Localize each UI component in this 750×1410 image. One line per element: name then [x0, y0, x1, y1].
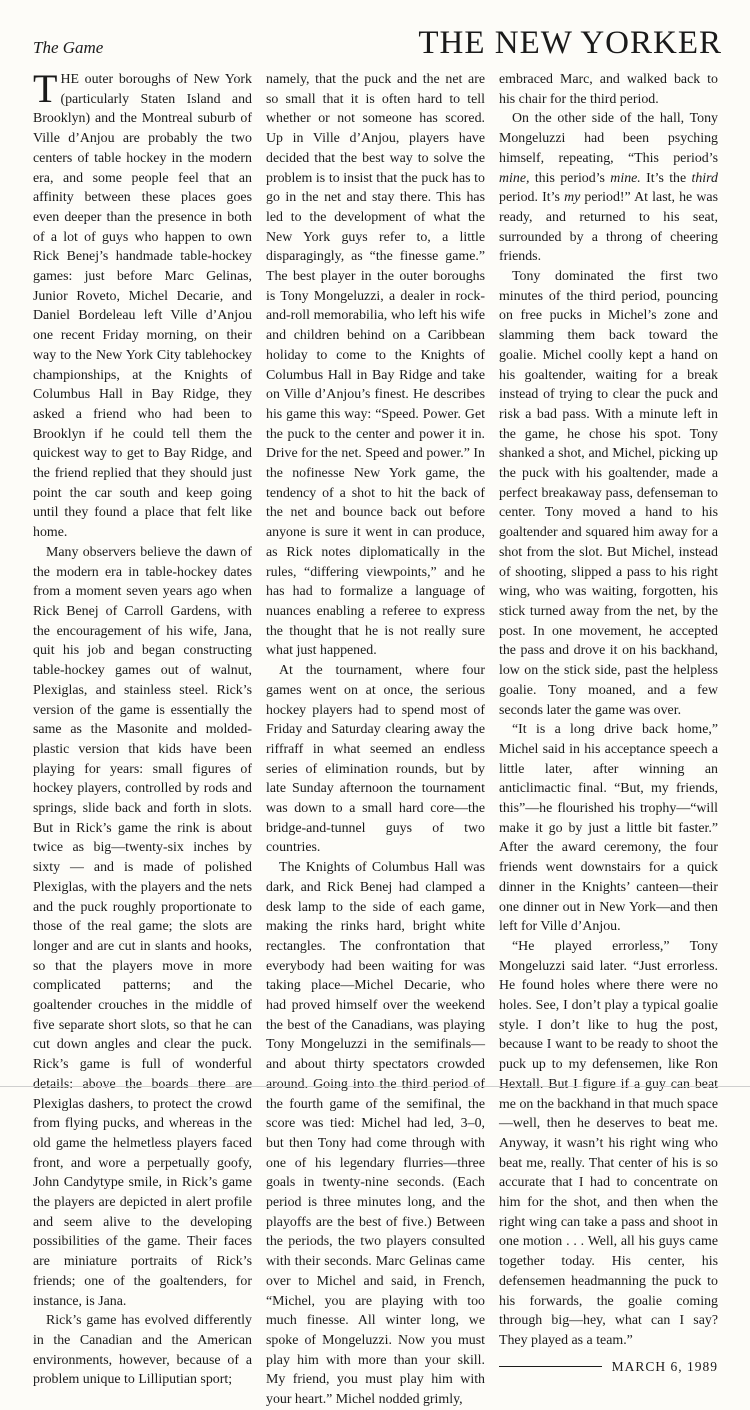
emphasis: my: [564, 190, 581, 206]
paragraph: [499, 109, 718, 267]
article-column-1: [33, 66, 252, 1410]
paragraph: “It is a long drive back home,” Michel said in his acceptance speech a little later, after winning an anticlimactic final. “But, my friends, this”—he flourished his trophy—“will make it go by just a little bit faster.” After the award ceremony, the four friends went downstairs for a quick dinner in the Knights’ canteen—their one dinner out in New York—and then left for Ville d’Anjou.: [499, 722, 718, 935]
article-body: [33, 66, 722, 1410]
paragraph-text: HE outer boroughs of New York (particularly Staten Island and Brooklyn) and the Montreal suburb of Ville d’Anjou are probably the two centers of table hockey in the modern era, and some people feel that an affinity between these places goes even deeper than the presence in both of a lot of guys who happen to own Rick Benej’s handmade table-hockey games: just before Marc Gelinas, Junior Roveto, Michel Decarie, and Daniel Bordeleau left Ville d’Anjou one recent Friday morning, on their way to the New York City tablehockey championships, at the Knights of Columbus Hall in Bay Ridge, they asked a friend who had been to Brooklyn if he could tell them the quickest way to get to Bay Ridge, and the friend replied that they should just point the car south and keep going until they found a place that felt like home.: [33, 72, 252, 541]
paragraph: At the tournament, where four games went on at once, the serious hockey players had to spend most of Friday and Saturday clearing away the riffraff in what seemed an endless series of elimination rounds, but by late Sunday afternoon the tournament was down to a small hard core—the bridge-and-tunnel guys of two countries.: [266, 663, 485, 856]
paragraph: “He played errorless,” Tony Mongeluzzi said later. “Just errorless. He found holes where there were no holes. See, I don’t play a typical goalie style. I don’t like to hug the post, because I want to be ready to shoot the puck up to my defensemen, like Ron Hextall. But I figure if a guy can beat me on the backhand in that much space—well, then he deserves to beat me. Anyway, it wasn’t his right wing who beat me, really. That center of his is so accurate that I had to concentrate on him for the shot, and then when the right wing can take a pass and shoot in one motion . . . Well, all his guys came together today. His center, his defensemen headmanning the puck to his forwards, the goalie coming through big—hey, what can I say? They played as a team.”: [499, 938, 718, 1348]
drop-cap: T: [33, 66, 58, 111]
emphasis: mine,: [499, 170, 530, 186]
paragraph: [33, 66, 252, 543]
paragraph-text: this period’s: [529, 170, 611, 186]
emphasis: mine.: [610, 170, 641, 186]
paragraph: embraced Marc, and walked back to his chair for the third period.: [499, 72, 718, 107]
paragraph: Tony dominated the first two minutes of the third period, pouncing on free pucks in Michel’s zone and slamming them back toward the goalie. Michel coolly kept a hand on his goaltender, waiting for a break instead of trying to clear the puck and risk a bad pass. With a minute left in the game, he chose his spot. Tony shanked a shot, and Michel, picking up the puck with his goaltender, made a perfect breakaway pass, defenseman to center. Tony moved a hand to his goaltender and squared him away for a shot from the slot. But Michel, instead of shooting, slipped a pass to his right wing, who was waiting, forgotten, his stick turned away from the net, by the post. In one movement, he accepted the pass and drove it on his backhand, low on the stick side, past the helpless goalie. Tony moaned, and a few seconds later the game was over.: [499, 269, 718, 718]
issue-date: MARCH 6, 1989: [611, 1358, 718, 1374]
section-title: The Game: [33, 38, 104, 57]
paragraph-text: period. It’s: [499, 190, 565, 206]
dateline-rule: [499, 1366, 602, 1367]
paragraph: The Knights of Columbus Hall was dark, and Rick Benej had clamped a desk lamp to the side of each game, making the rinks hard, bright white rectangles. The confrontation that everybody had been waiting for was taking place—Michel Decarie, who had proved himself over the weekend the best of the Canadians, was playing Tony Mongeluzzi in the semifinals—and about thirty spectators crowded around. Going into the third period of the fourth game of the semifinal, the score was tied: Michel had led, 3–0, but then Tony had come through with one of his legendary flurries—three goals in twenty-nine seconds. (Each period is three minutes long, and the playoffs are the best of five.) Between the periods, the two players consulted with their seconds. Marc Gelinas came over to Michel and said, in French, “Michel, you are playing with too much finesse. All winter long, we spoke of Mongeluzzi. Now you must play him with more than your skill. My friend, you must play him with your heart.” Michel nodded grimly,: [266, 860, 485, 1408]
paragraph: Many observers believe the dawn of the modern era in table-hockey dates from a moment seven years ago when Rick Benej of Carroll Gardens, with the encouragement of his wife, Jana, quit his job and began constructing table-hockey games out of walnut, Plexiglas, and stainless steel. Rick’s version of the game is essentially the same as the Masonite and molded-plastic version that kids have been playing for years: small figures of hockey players, controlled by rods and springs, slide back and forth in slots. But in Rick’s game the rink is about twice as big—twenty-six inches by sixty — and is made of polished Plexiglas, with the players and the nets and the puck roughly proportionate to those of the real game; the slots are longer and are cut in slants and hooks, so that the players move in more complicated patterns; and the goaltender crouches in the middle of five separate short slots, so that he can cut down angles and clear the puck. Rick’s game is full of wonderful details: above the boards there are Plexiglas dashers, to protect the crowd from flying pucks, and whereas in the old game the helmetless players faced front, and wore a perpetually goofy, John Candytype smile, in Rick’s game the players are depicted in alert profile and seem alive to the developing possibilities of the game. Their faces are miniature portraits of Rick’s friends; one of the goaltenders, for instance, is Jana.: [33, 544, 252, 1309]
emphasis: third: [691, 170, 718, 186]
paragraph-text: It’s the: [640, 170, 692, 186]
paragraph: namely, that the puck and the net are so small that it is often hard to tell whether or not someone has scored. Up in Ville d’Anjou, players have decided that the best way to solve the problem is to insist that the puck has to go in the net and stay there. This has led to the development of what the New York guys refer to, a little disparagingly, as “the finesse game.” The best player in the outer boroughs is Tony Mongeluzzi, a dealer in rock-and-roll memorabilia, who left his wife and children behind on a Caribbean holiday to come to the Knights of Columbus Hall in Bay Ridge and take on Ville d’Anjou’s finest. He describes his game this way: “Speed. Power. Get the puck to the center and power it in. Drive for the net. Speed and power.” In the nofinesse New York game, the tendency of a shot to hit the back of the net and bounce back out before anyone is sure it went in can produce, as Rick notes diplomatically in the rules, “differing viewpoints,” and he has had to formalize a language of nuances enabling a referee to express the thought that he is not really sure what just happened.: [266, 72, 485, 659]
article-column-2: [266, 70, 485, 1410]
magazine-title: THE NEW YORKER: [418, 25, 722, 61]
paragraph-text: period!” At last, he was ready, and returned to his seat, surrounded by a throng of cheering friends.: [499, 190, 718, 265]
article-column-3: [499, 70, 718, 1410]
paragraph-text: On the other side of the hall, Tony Mongeluzzi had been psyching himself, repeating, “This period’s: [499, 111, 718, 166]
masthead: [33, 20, 722, 60]
paragraph: Rick’s game has evolved differently in the Canadian and the American environments, however, because of a problem unique to Lilliputian sport;: [33, 1313, 252, 1388]
issue-dateline: [499, 1357, 718, 1377]
page-bottom-rule: [0, 1086, 750, 1087]
